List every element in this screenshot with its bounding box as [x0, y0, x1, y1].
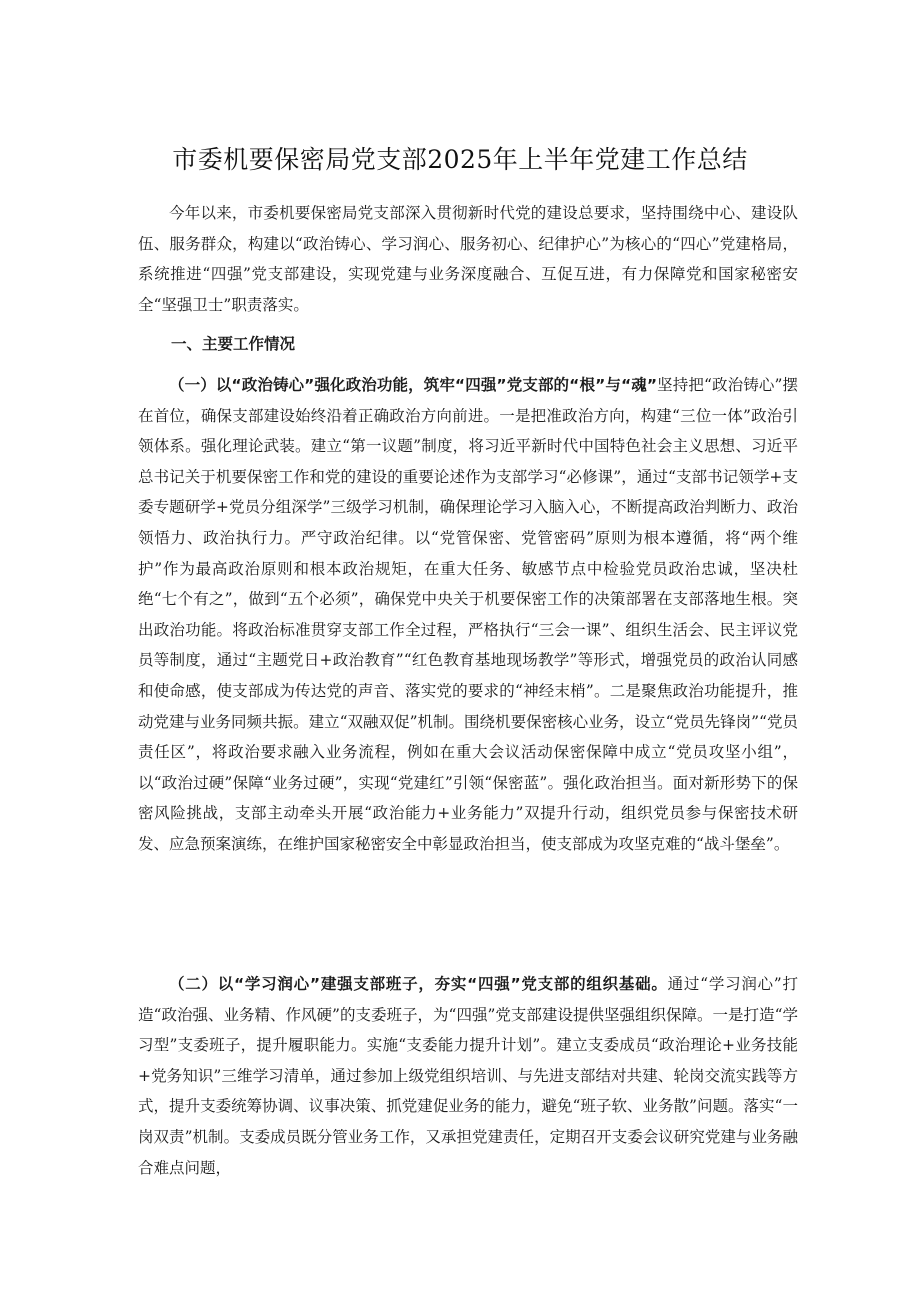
section-2-lead: （二）以“学习润心”建强支部班子，夯实“四强”党支部的组织基础。	[169, 975, 668, 993]
section-heading: 一、主要工作情况	[171, 335, 296, 353]
document-title: 市委机要保密局党支部2025年上半年党建工作总结	[172, 145, 748, 174]
section-1-lead: （一）以“政治铸心”强化政治功能，筑牢“四强”党支部的“根”与“魂”	[169, 376, 658, 394]
section-1-paragraph	[138, 370, 798, 860]
section-1-body: 坚持把“政治铸心”摆在首位，确保支部建设始终沿着正确政治方向前进。一是把准政治方向，构建“三位一体”政治引领体系。强化理论武装。建立“第一议题”制度，将习近平新时代中国特色社会主义思想、习近平总书记关于机要保密工作和党的建设的重要论述作为支部学习“必修课”，通过“支部书记领学+支委专题研学+党员分组深学”三级学习机制，确保理论学习入脑入心，不断提高政治判断力、政治领悟力、政治执行力。严守政治纪律。以“党管保密、党管密码”原则为根本遵循，将“两个维护”作为最高政治原则和根本政治规矩，在重大任务、敏感节点中检验党员政治忠诚，坚决杜绝“七个有之”，做到“五个必须”，确保党中央关于机要保密工作的决策部署在支部落地生根。突出政治功能。将政治标准贯穿支部工作全过程，严格执行“三会一课”、组织生活会、民主评议党员等制度，通过“主题党日+政治教育”“红色教育基地现场教学”等形式，增强党员的政治认同感和使命感，使支部成为传达党的声音、落实党的要求的“神经末梢”。二是聚焦政治功能提升，推动党建与业务同频共振。建立“双融双促”机制。围绕机要保密核心业务，设立“党员先锋岗”“党员责任区”，将政治要求融入业务流程，例如在重大会议活动保密保障中成立“党员攻坚小组”，以“政治过硬”保障“业务过硬”，实现“党建红”引领“保密蓝”。强化政治担当。面对新形势下的保密风险挑战，支部主动牵头开展“政治能力+业务能力”双提升行动，组织党员参与保密技术研发、应急预案演练，在维护国家秘密安全中彰显政治担当，使支部成为攻坚克难的“战斗堡垒”。	[138, 376, 798, 853]
section-2-paragraph	[138, 969, 798, 1183]
intro-paragraph: 今年以来，市委机要保密局党支部深入贯彻新时代党的建设总要求，坚持围绕中心、建设队伍、服务群众，构建以“政治铸心、学习润心、服务初心、纪律护心”为核心的“四心”党建格局，系统推进“四强”党支部建设，实现党建与业务深度融合、互促互进，有力保障党和国家秘密安全“坚强卫士”职责落实。	[138, 204, 798, 314]
section-2-body: 通过“学习润心”打造“政治强、业务精、作风硬”的支委班子，为“四强”党支部建设提供坚强组织保障。一是打造“学习型”支委班子，提升履职能力。实施“支委能力提升计划”。建立支委成员“政治理论+业务技能+党务知识”三维学习清单，通过参加上级党组织培训、与先进支部结对共建、轮岗交流实践等方式，提升支委统筹协调、议事决策、抓党建促业务的能力，避免“班子软、业务散”问题。落实“一岗双责”机制。支委成员既分管业务工作，又承担党建责任，定期召开支委会议研究党建与业务融合难点问题，	[138, 975, 798, 1177]
